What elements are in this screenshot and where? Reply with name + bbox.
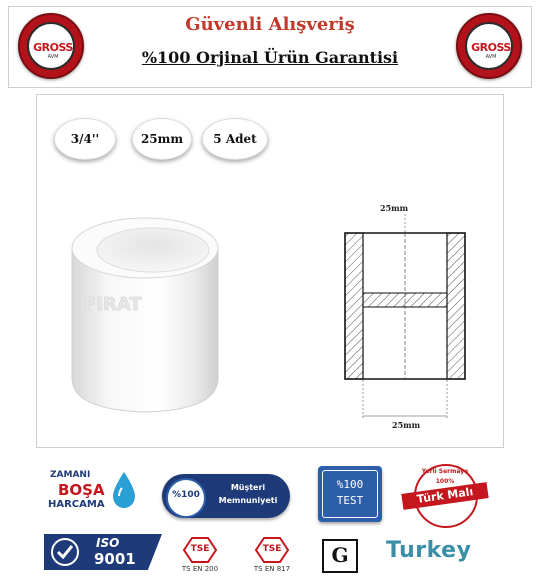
zamani-line3: HARCAMA xyxy=(48,499,105,510)
page-subtitle: %100 Orjinal Ürün Garantisi xyxy=(141,48,399,67)
dimension-top: 25mm xyxy=(380,203,409,213)
g-mark: G xyxy=(331,543,349,567)
test-line2: TEST xyxy=(336,494,364,507)
spec-quantity: 5 Adet xyxy=(202,118,268,160)
badge-turkey xyxy=(386,538,496,570)
gross-logo-right xyxy=(456,13,522,79)
water-drop-icon xyxy=(110,470,138,510)
spec-size-mm: 25mm xyxy=(132,118,192,160)
badge-tse-en-817 xyxy=(248,536,296,576)
badge-musteri-memnuniyeti xyxy=(162,474,290,518)
badge-g-mark xyxy=(322,539,358,573)
checkmark-icon xyxy=(50,537,80,567)
musteri-line1: Müşteri xyxy=(230,483,266,492)
musteri-line2: Memnuniyeti xyxy=(218,496,278,505)
badge-test xyxy=(318,466,382,522)
logo-text: GROSS xyxy=(33,41,73,54)
turk-main: Türk Malı xyxy=(415,485,475,506)
zamani-line1: ZAMANI xyxy=(50,470,91,480)
badge-iso-9001 xyxy=(44,534,162,570)
logo-subtext: AVM xyxy=(47,54,59,60)
musteri-percent: %100 xyxy=(172,490,200,500)
tse1-label: TS EN 200 xyxy=(181,565,219,573)
embossed-text: FIRAT xyxy=(84,294,142,315)
badge-turk-mali xyxy=(400,462,490,526)
cross-section-diagram xyxy=(326,196,486,436)
gross-logo-left xyxy=(18,13,84,79)
iso-label: ISO xyxy=(96,536,120,550)
spec-size-inch: 3/4'' xyxy=(54,118,116,160)
logo-subtext: AVM xyxy=(485,54,497,60)
zamani-line2: BOŞA xyxy=(58,481,105,499)
tse2-mark: TSE xyxy=(262,544,282,554)
turkey-text: Turkey xyxy=(386,538,472,563)
tse2-label: TS EN 817 xyxy=(253,565,291,573)
turk-top: Yerli Sermaye xyxy=(421,468,469,475)
product-image xyxy=(62,210,232,420)
iso-number: 9001 xyxy=(94,550,136,568)
badge-zamani-bosa-harcama xyxy=(48,466,148,522)
dimension-bottom: 25mm xyxy=(392,420,421,430)
badge-tse-en-200 xyxy=(176,536,224,576)
page-title: Güvenli Alışveriş xyxy=(185,14,355,35)
test-line1: %100 xyxy=(336,478,364,491)
logo-text: GROSS xyxy=(471,41,511,54)
tse1-mark: TSE xyxy=(190,544,210,554)
turk-percent: 100% xyxy=(435,478,455,485)
